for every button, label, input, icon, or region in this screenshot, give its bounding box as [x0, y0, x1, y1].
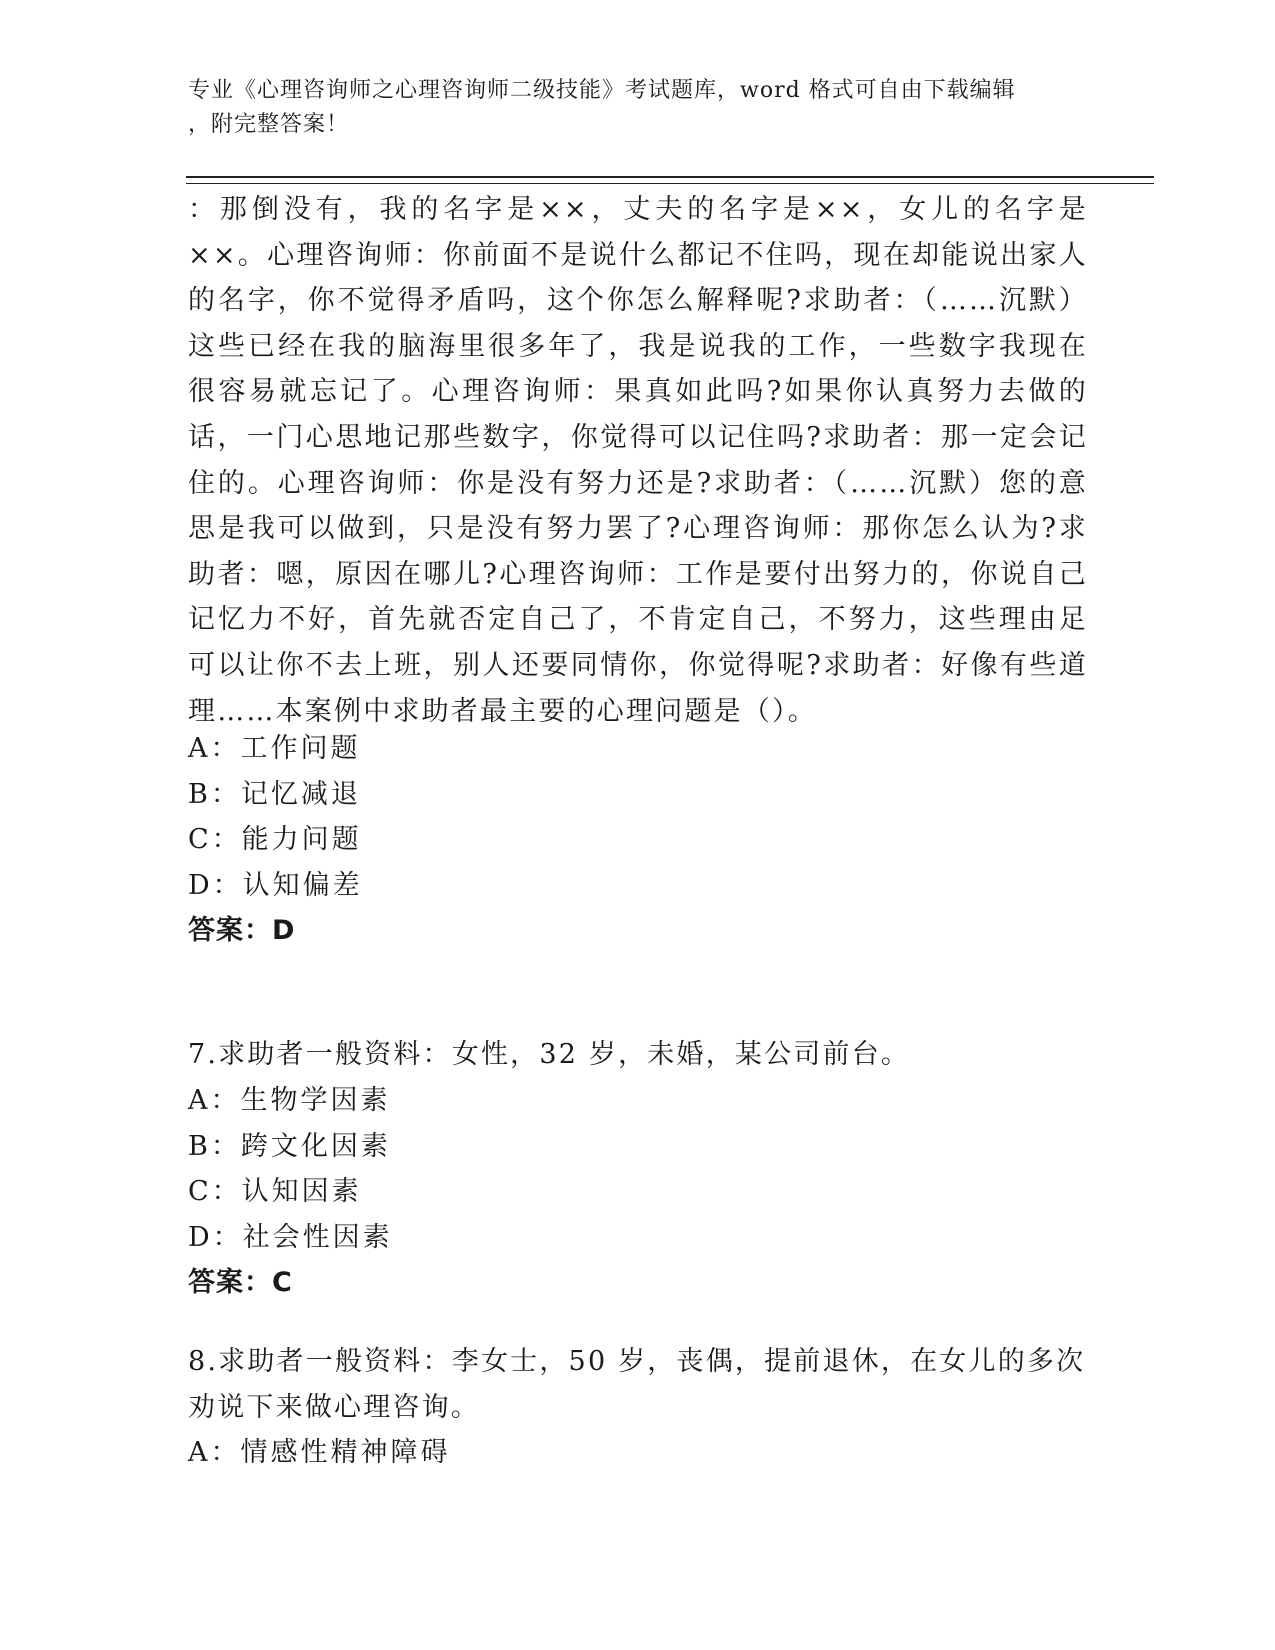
- header-line-1: 专业《心理咨询师之心理咨询师二级技能》考试题库，word 格式可自由下载编辑: [188, 78, 1016, 103]
- header-line-2: ，附完整答案！: [188, 112, 350, 137]
- answer-line: 答案：D: [188, 915, 296, 947]
- question-6-options: [188, 726, 363, 954]
- question-8-stem: 8.求助者一般资料：李女士，50 岁，丧偶，提前退休，在女儿的多次劝说下来做心理咨询。: [188, 1346, 1086, 1423]
- option-d: D：社会性因素: [188, 1221, 393, 1253]
- option-c: C：认知因素: [188, 1176, 362, 1208]
- option-b: B：记忆减退: [188, 778, 361, 810]
- answer-line: 答案：C: [188, 1267, 293, 1299]
- option-a: A：生物学因素: [188, 1085, 391, 1116]
- option-b: B：跨文化因素: [188, 1130, 391, 1162]
- option-a: A：情感性精神障碍: [188, 1437, 451, 1468]
- document-header: [188, 74, 1068, 142]
- question-8-options: [188, 1430, 451, 1476]
- question-6-stem: ：那倒没有，我的名字是××，丈夫的名字是××，女儿的名字是××。心理咨询师：你前面不是说什么都记不住吗，现在却能说出家人的名字，你不觉得矛盾吗，这个你怎么解释呢?求助者：（……沉默）这些已经在我的脑海里很多年了，我是说我的工作，一些数字我现在很容易就忘记了。心理咨询师：果真如此吗?如果你认真努力去做的话，一门心思地记那些数字，你觉得可以记住吗?求助者：那一定会记住的。心理咨询师：你是没有努力还是?求助者：（……沉默）您的意思是我可以做到，只是没有努力罢了?心理咨询师：那你怎么认为?求助者：嗯，原因在哪儿?心理咨询师：工作是要付出努力的，你说自己记忆力不好，首先就否定自己了，不肯定自己，不努力，这些理由足可以让你不去上班，别人还要同情你，你觉得呢?求助者：好像有些道理……本案例中求助者最主要的心理问题是（）。: [188, 194, 1088, 727]
- option-d: D：认知偏差: [188, 869, 363, 901]
- option-c: C：能力问题: [188, 824, 362, 856]
- header-rule-thin: [186, 183, 1154, 184]
- question-7-stem: 7.求助者一般资料：女性，32 岁，未婚，某公司前台。: [188, 1039, 911, 1070]
- option-a: A：工作问题: [188, 733, 361, 764]
- header-rule-thick: [186, 176, 1154, 178]
- question-7-options: [188, 1078, 393, 1306]
